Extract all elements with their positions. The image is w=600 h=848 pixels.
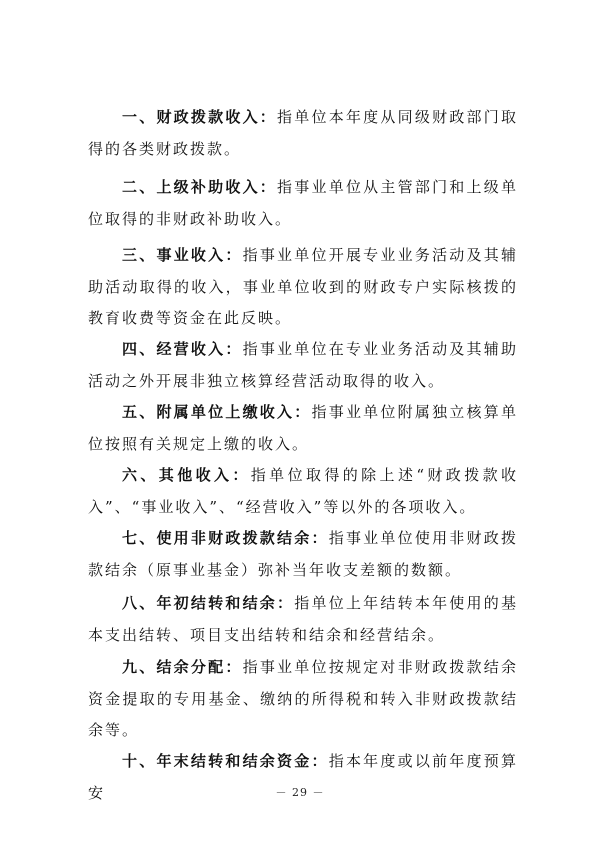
definition-text: 指单位取得的除上述“财政拨款收入”、“事业收入”、“经营收入”等以外的各项收入。 (88, 466, 518, 516)
definition-7 (88, 523, 518, 586)
definition-3 (88, 240, 518, 335)
definition-6 (88, 460, 518, 523)
definition-term: 十、年末结转和结余资金： (122, 752, 329, 770)
definition-text: 指事业单位使用非财政拨款结余（原事业基金）弥补当年收支差额的数额。 (88, 529, 518, 579)
definition-9 (88, 652, 518, 747)
definition-text: 指单位本年度从同级财政部门取得的各类财政拨款。 (88, 108, 518, 158)
definition-text: 指本年度或以前年度预算安 (88, 752, 518, 802)
definition-term: 八、年初结转和结余： (122, 594, 295, 612)
definition-1 (88, 102, 518, 165)
definition-term: 七、使用非财政拨款结余： (122, 529, 329, 547)
definition-term: 四、经营收入： (122, 340, 243, 358)
definition-term: 九、结余分配： (122, 658, 243, 676)
definition-term: 二、上级补助收入： (122, 178, 278, 196)
definition-8 (88, 588, 518, 651)
definition-text: 指事业单位附属独立核算单位按照有关规定上缴的收入。 (88, 403, 518, 453)
definition-text: 指事业单位开展专业业务活动及其辅助活动取得的收入，事业单位收到的财政专户实际核拨的教育收费等资金在此反映。 (88, 246, 518, 327)
definition-term: 三、事业收入： (122, 246, 243, 264)
definition-4 (88, 334, 518, 397)
definition-term: 六、其他收入： (122, 466, 251, 484)
definition-5 (88, 397, 518, 460)
definition-text: 指事业单位在专业业务活动及其辅助活动之外开展非独立核算经营活动取得的收入。 (88, 340, 518, 390)
definition-term: 五、附属单位上缴收入： (122, 403, 312, 421)
page-number: － 29 － (275, 786, 325, 799)
definition-text: 指事业单位按规定对非财政拨款结余资金提取的专用基金、缴纳的所得税和转入非财政拨款结余等。 (88, 658, 518, 739)
definition-2 (88, 172, 518, 235)
definition-term: 一、财政拨款收入： (122, 108, 278, 126)
definition-text: 指事业单位从主管部门和上级单位取得的非财政补助收入。 (88, 178, 518, 228)
definition-text: 指单位上年结转本年使用的基本支出结转、项目支出结转和结余和经营结余。 (88, 594, 518, 644)
